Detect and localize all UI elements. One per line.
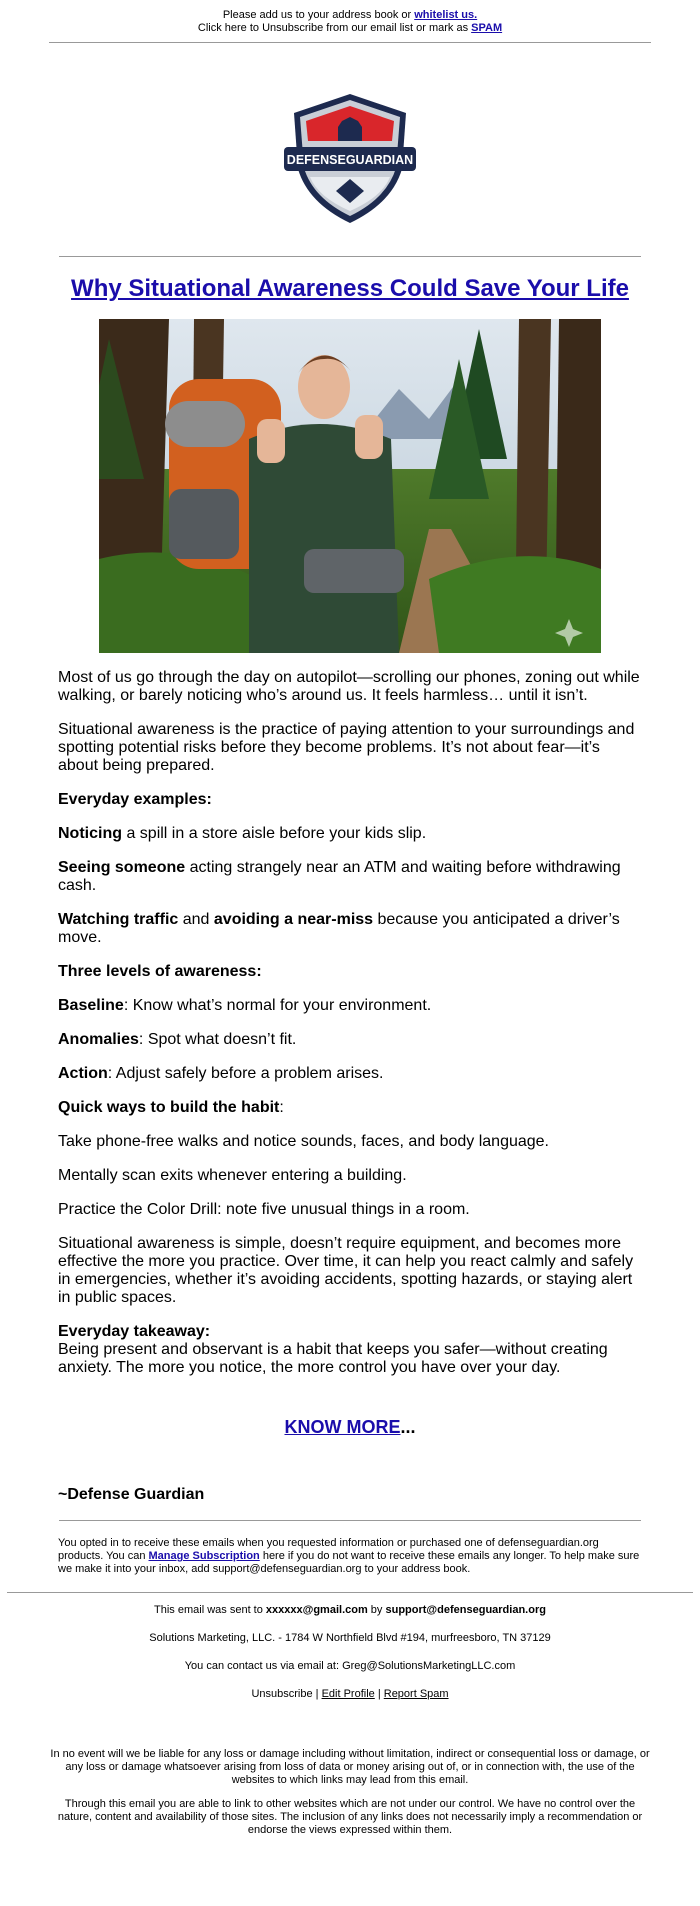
- level-1: [58, 997, 642, 1015]
- whitelist-link[interactable]: whitelist us.: [414, 9, 478, 21]
- spam-link[interactable]: SPAM: [471, 22, 503, 34]
- disclaimer-2: Through this email you are able to link to other websites which are not under our control. We have no control over the nature, content and availability of those sites. The inclusion of any links does not necessarily imply a recommendation or endorse the views expressed within them.: [57, 1798, 643, 1836]
- example-3-bold-1: Watching traffic: [58, 911, 179, 928]
- recipient-email: xxxxxx@gmail.com: [265, 1604, 368, 1616]
- cta-ellipsis: ...: [400, 1417, 416, 1437]
- levels-heading-text: Three levels of awareness:: [58, 963, 262, 980]
- level-2: [58, 1031, 642, 1049]
- takeaway: [58, 1323, 642, 1377]
- whitelist-prompt: Please add us to your address book or: [222, 9, 412, 21]
- example-3-mid: and: [178, 911, 214, 928]
- level-2-text: : Spot what doesn’t fit.: [138, 1031, 297, 1048]
- level-1-bold: Baseline: [58, 997, 124, 1014]
- levels-heading: [58, 963, 642, 981]
- example-3-bold-2: avoiding a near-miss: [213, 911, 374, 928]
- habit-3: Practice the Color Drill: note five unusual things in a room.: [58, 1201, 470, 1218]
- example-3-text: because you anticipated a driver’s move.: [58, 911, 620, 946]
- disclaimer-1: In no event will we be liable for any loss or damage including without limitation, indirect or consequential loss or damage, or any loss or damage whatsoever arising from loss of data or money arising out of, or in connection with, the use of the websites to which links may lead from this email.: [50, 1748, 650, 1786]
- edit-profile-link[interactable]: Edit Profile: [321, 1688, 375, 1700]
- habit-1: Take phone-free walks and notice sounds, faces, and body language.: [58, 1133, 549, 1150]
- definition-paragraph: Situational awareness is the practice of paying attention to your surroundings and spotting potential risks before they become problems. It’s not about fear—it’s about being prepared.: [58, 721, 635, 774]
- separator-2: |: [374, 1688, 384, 1700]
- divider-footer: [7, 1592, 693, 1593]
- example-2-text: acting strangely near an ATM and waiting before withdrawing cash.: [58, 859, 621, 894]
- example-2-bold: Seeing someone: [58, 859, 186, 876]
- logo: [0, 91, 700, 226]
- intro-paragraph: Most of us go through the day on autopilot—scrolling our phones, zoning out while walking, or barely noticing who’s around us. It feels harmless… until it isn’t.: [58, 669, 640, 704]
- example-1: [58, 825, 642, 843]
- example-1-text: a spill in a store aisle before your kids slip.: [122, 825, 427, 842]
- footer: [0, 1604, 700, 1701]
- unsubscribe-link[interactable]: Unsubscribe: [251, 1688, 313, 1700]
- know-more-link[interactable]: KNOW MORE: [284, 1417, 401, 1437]
- article-body: [58, 669, 642, 1377]
- divider-signature: [59, 1520, 641, 1521]
- manage-subscription-link[interactable]: Manage Subscription: [148, 1550, 260, 1562]
- example-3: [58, 911, 642, 947]
- level-3-text: : Adjust safely before a problem arises.: [107, 1065, 384, 1082]
- summary-paragraph: Situational awareness is simple, doesn’t require equipment, and becomes more effective the more you practice. Over time, it can help you react calmly and safely in emergencies, whether it’s avoiding accidents, spotting hazards, or staying alert in public spaces.: [58, 1235, 634, 1306]
- article-title: [0, 275, 700, 303]
- cta: [0, 1417, 700, 1438]
- examples-heading-text: Everyday examples:: [58, 791, 212, 808]
- defenseguardian-shield-logo: [280, 91, 420, 226]
- preheader: [0, 0, 700, 35]
- footer-links: [0, 1688, 700, 1701]
- hero-image[interactable]: [99, 319, 601, 653]
- divider-top: [49, 42, 651, 43]
- optin-text-2: here if you do not want to receive these emails any longer. To help make sure we make it into your inbox, add support@defenseguardian.org to your address book.: [58, 1550, 640, 1575]
- preheader-line-1: [0, 9, 700, 22]
- level-3-bold: Action: [58, 1065, 108, 1082]
- example-2: [58, 859, 642, 895]
- optin-notice: [58, 1537, 642, 1576]
- signature: ~Defense Guardian: [58, 1486, 205, 1503]
- optin-text-1: You opted in to receive these emails when you requested information or purchased one of defenseguardian.org products. You can: [58, 1537, 599, 1562]
- takeaway-text: Being present and observant is a habit that keeps you safer—without creating anxiety. The more you notice, the more control you have over your day.: [58, 1341, 608, 1376]
- example-1-bold: Noticing: [58, 825, 122, 842]
- habit-2: Mentally scan exits whenever entering a building.: [58, 1167, 407, 1184]
- logo-brand-text: DEFENSEGUARDIAN: [286, 153, 414, 167]
- sent-to-line: [0, 1604, 700, 1617]
- divider-logo: [59, 256, 641, 257]
- level-2-bold: Anomalies: [58, 1031, 139, 1048]
- habit-heading-colon: :: [279, 1099, 284, 1116]
- sender-email: support@defenseguardian.org: [385, 1604, 546, 1616]
- unsubscribe-prompt: Click here to Unsubscribe from our email list or mark as: [197, 22, 469, 34]
- sent-by: by: [367, 1604, 386, 1616]
- level-1-text: : Know what’s normal for your environment.: [123, 997, 432, 1014]
- habit-heading: [58, 1099, 642, 1117]
- takeaway-heading: Everyday takeaway:: [58, 1323, 211, 1340]
- preheader-line-2: [0, 22, 700, 35]
- separator-1: |: [312, 1688, 322, 1700]
- examples-heading: [58, 791, 642, 809]
- report-spam-link[interactable]: Report Spam: [383, 1688, 449, 1700]
- level-3: [58, 1065, 642, 1083]
- contact-line: You can contact us via email at: Greg@SolutionsMarketingLLC.com: [184, 1660, 516, 1672]
- article-title-link[interactable]: Why Situational Awareness Could Save Your Life: [71, 275, 629, 302]
- habit-heading-bold: Quick ways to build the habit: [58, 1099, 280, 1116]
- company-address: Solutions Marketing, LLC. - 1784 W Northfield Blvd #194, murfreesboro, TN 37129: [149, 1632, 551, 1644]
- sent-prefix: This email was sent to: [154, 1604, 266, 1616]
